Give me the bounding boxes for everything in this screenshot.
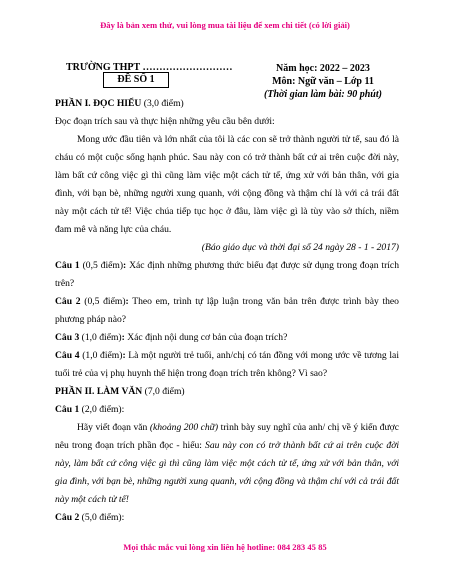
quoted-excerpt: Sau này con có trở thành bất cứ ai trên cuộc đời này, làm bất cứ công việc gì thì cũng làm việc một cách tử tế, ứng xử với bản thân, với gia đình, với bạn bè, những người xung quanh, với cộng đồng và thậm chí với cả trái đất này một cách tử tế! (55, 440, 399, 505)
question-label: Câu 4 (55, 350, 80, 361)
word-count-hint: (khoảng 200 chữ) (149, 422, 219, 433)
question-colon: : (122, 350, 126, 361)
question-points: (5,0 điểm): (79, 512, 125, 523)
question-2 (55, 293, 399, 329)
question-colon: : (121, 332, 125, 343)
prompt-text: Hãy viết đoạn văn (77, 422, 150, 433)
part2-heading (55, 383, 399, 401)
question-label: Câu 1 (55, 404, 80, 415)
part1-instruction: Đọc đoạn trích sau và thực hiện những yêu cầu bên dưới: (55, 116, 275, 127)
question-colon: : (123, 260, 127, 271)
time-limit: (Thời gian làm bài: 90 phút) (264, 89, 382, 100)
question-points: (0,5 điểm) (80, 296, 126, 307)
question-points: (1,0 điểm) (79, 350, 123, 361)
part1-title: PHẦN I. ĐỌC HIỂU (55, 98, 142, 109)
question-text: Xác định nội dung cơ bản của đoạn trích? (124, 332, 288, 343)
question-colon: : (125, 296, 129, 307)
part2-points: (7,0 điểm) (142, 386, 185, 397)
passage-source: (Báo giáo dục và thời đại số 24 ngày 28 - 1 - 2017) (201, 242, 399, 253)
subject-line: Môn: Ngữ văn – Lớp 11 (272, 76, 374, 87)
part1-heading (55, 95, 399, 113)
part2-title: PHẦN II. LÀM VĂN (55, 386, 143, 397)
school-year: Năm học: 2022 – 2023 (276, 63, 370, 74)
part2-question-1-text (55, 419, 399, 509)
question-4 (55, 347, 399, 383)
question-label: Câu 3 (55, 332, 80, 343)
prompt-text: trình bày suy nghĩ của anh/ chị về ý kiến được nêu trong đoạn trích phần đọc - hiểu: (55, 422, 399, 451)
preview-notice: Đây là bản xem thử, vui lòng mua tài liệu để xem chi tiết (có lời giải) (100, 20, 350, 30)
passage: Mong ước đầu tiên và lớn nhất của tôi là các con sẽ trở thành người tử tế, sau đó là cháu có một cuộc sống hạnh phúc. Sau này con có trở thành bất cứ ai trên cuộc đời này, làm bất cứ công việc gì thì cũng làm việc một cách tử tế, ứng xử với bản thân, với gia đình, với bạn bè, những người xung quanh, với cộng đồng và thậm chí là với cả trái đất này một cách tử tế! Việc chúa tiếp tục học ở đâu, làm việc gì là tùy vào sở thích, niềm đam mê và năng lực của cháu. (55, 134, 399, 235)
question-points: (1,0 điểm) (79, 332, 122, 343)
part2-question-1-heading (55, 401, 399, 419)
exam-body (55, 95, 399, 527)
question-label: Câu 2 (55, 296, 81, 307)
question-text: Xác định những phương thức biểu đạt được sử dụng trong đoạn trích trên? (55, 260, 399, 289)
question-label: Câu 1 (55, 260, 80, 271)
question-1 (55, 257, 399, 293)
question-points: (2,0 điểm): (79, 404, 125, 415)
question-text: Theo em, trình tự lập luận trong văn bản trên được trình bày theo phương pháp nào? (55, 296, 399, 325)
part2-question-2-heading (55, 509, 399, 527)
exam-code-box: ĐỀ SỐ 1 (103, 72, 169, 88)
hotline-notice: Mọi thắc mắc vui lòng xin liên hệ hotline: 084 283 45 85 (123, 542, 327, 552)
question-3 (55, 329, 399, 347)
question-points: (0,5 điểm) (79, 260, 124, 271)
part1-points: (3,0 điểm) (141, 98, 184, 109)
question-text: Là một người trẻ tuổi, anh/chị có tán đồng với mong ước về tương lai tuổi trẻ của vị phụ huynh thể hiện trong đoạn trích trên không? Vì sao? (55, 350, 399, 379)
school-name: TRƯỜNG THPT ……………………… (66, 62, 233, 73)
question-label: Câu 2 (55, 512, 80, 523)
